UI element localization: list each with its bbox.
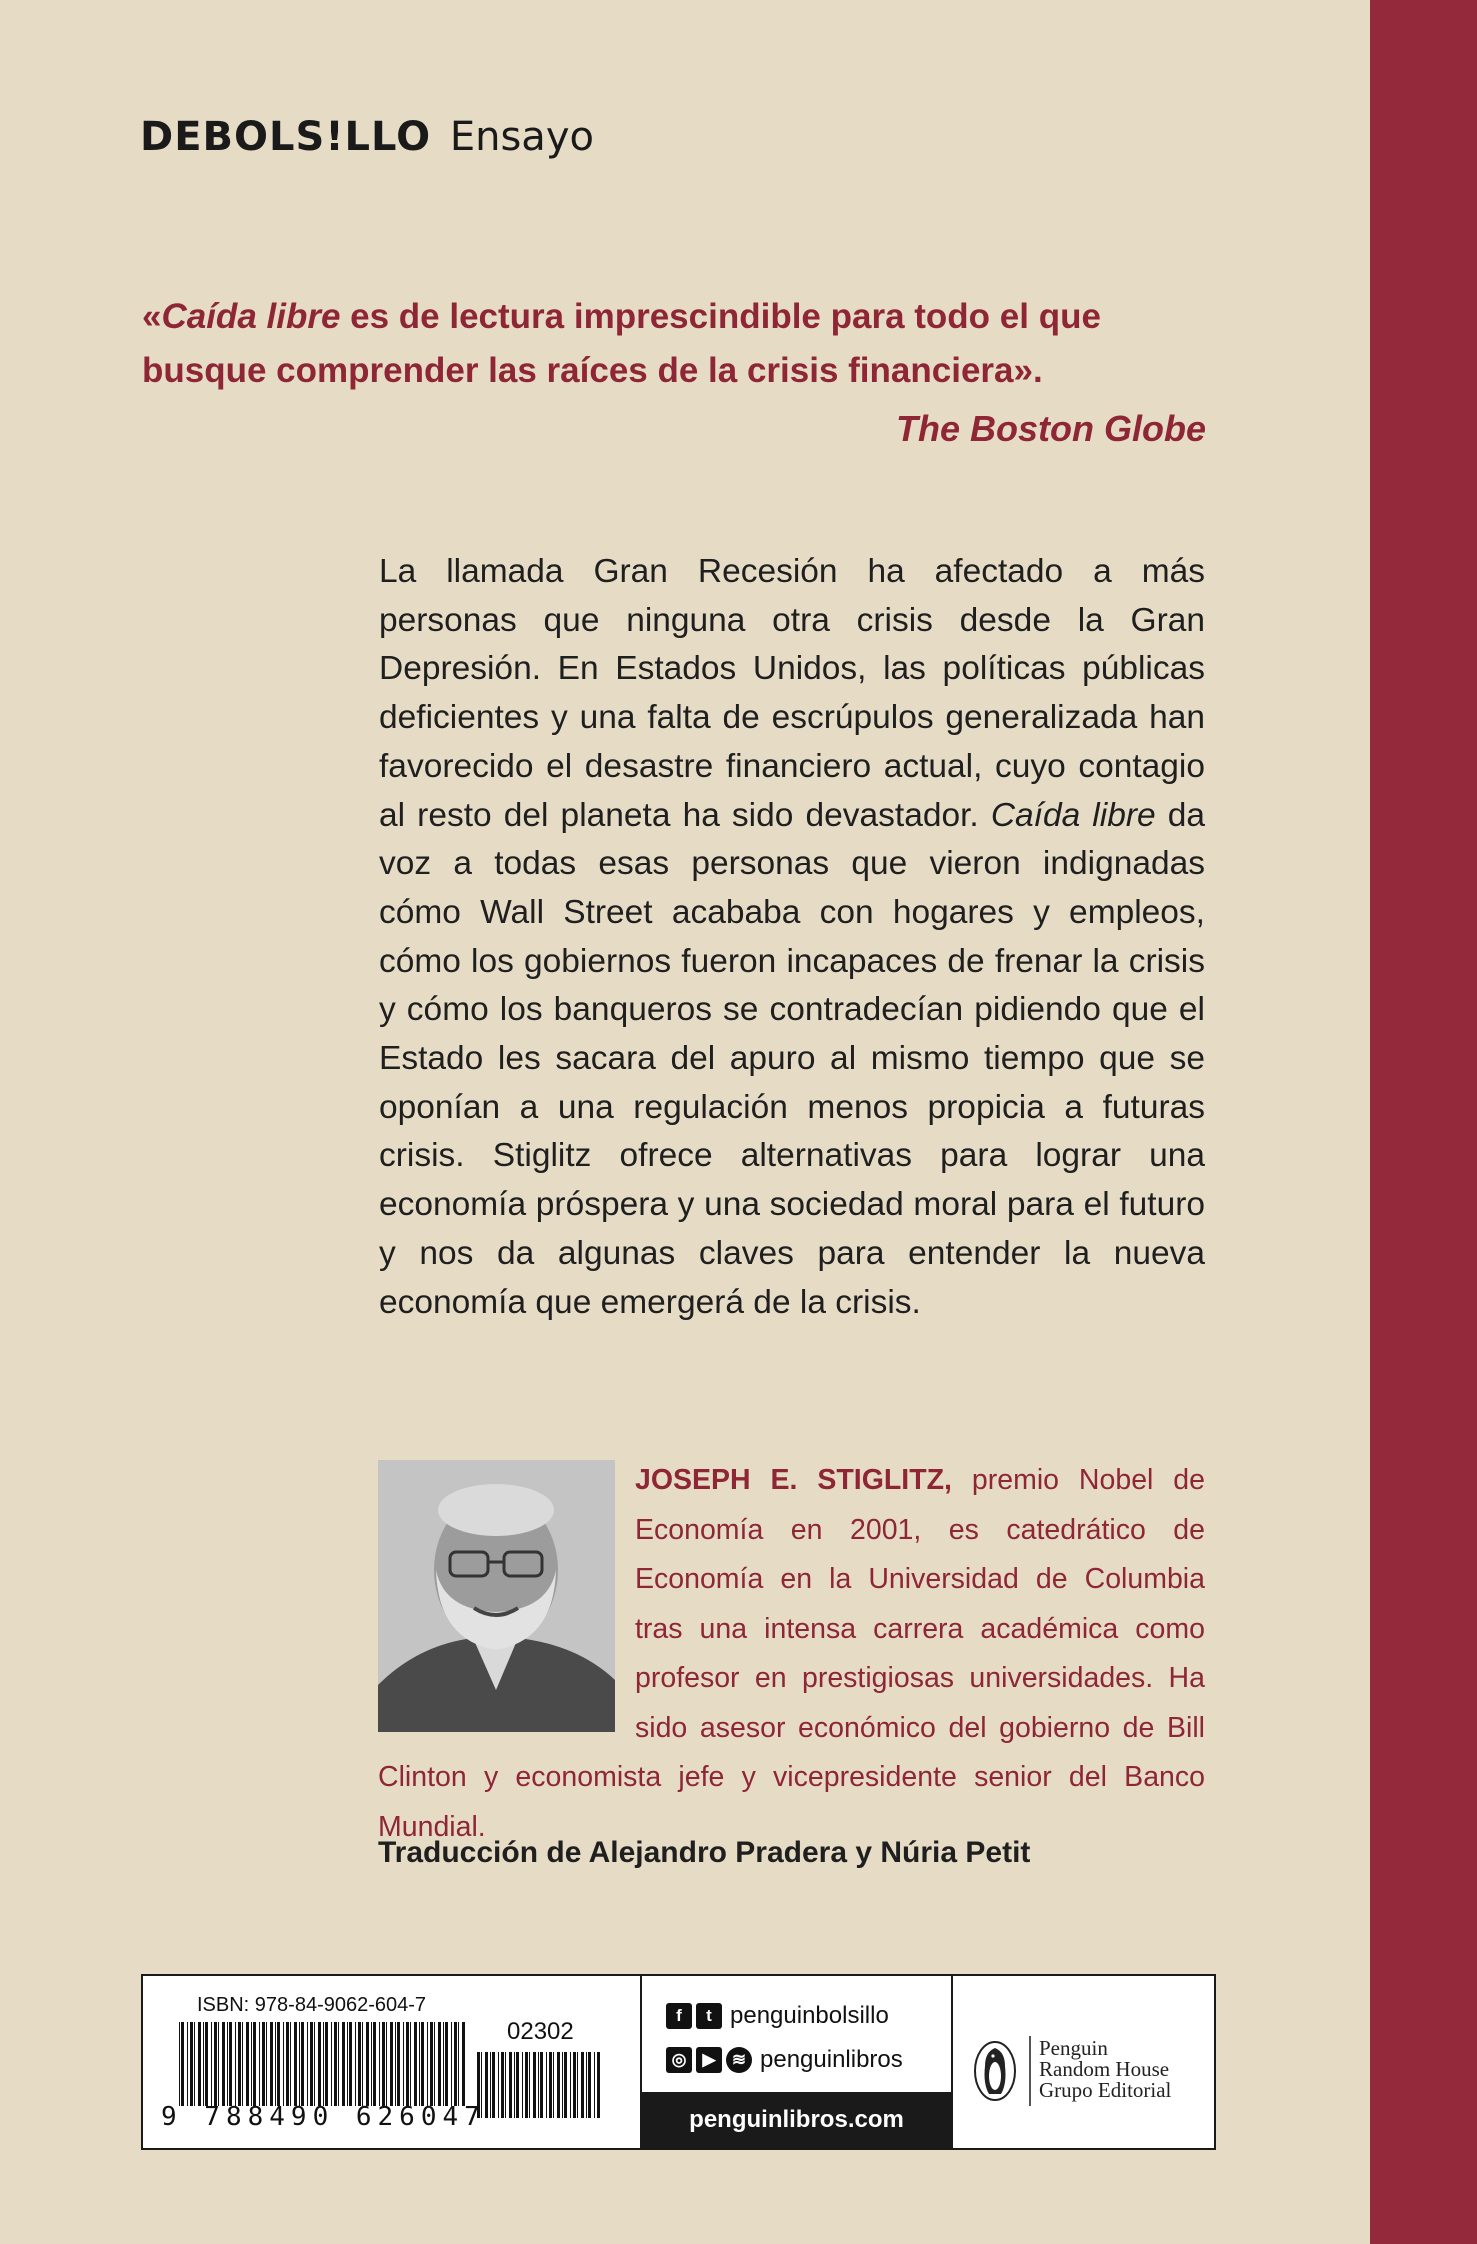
social-row-1 — [666, 2002, 889, 2030]
spotify-icon[interactable]: ≋ — [726, 2047, 752, 2073]
publisher-divider — [1029, 2036, 1031, 2106]
back-info-box — [141, 1974, 1216, 2150]
facebook-icon[interactable]: f — [666, 2003, 692, 2029]
author-bio-text: premio Nobel de Economía en 2001, es catedrático de Economía en la Universidad de Columbia tras una intensa carrera académica como profesor en prestigiosas universidades. Ha sido asesor económico del gobierno de Bill Clinton y economista jefe y vicepresidente senior del Banco Mundial. — [378, 1464, 1205, 1843]
book-blurb — [379, 548, 1205, 1327]
spine-band — [1370, 0, 1477, 2244]
penguin-logo-icon — [973, 2040, 1017, 2102]
price-barcode-icon — [477, 2052, 601, 2118]
author-name: JOSEPH E. STIGLITZ, — [635, 1464, 952, 1496]
barcode-area — [143, 1976, 640, 2148]
price-code: 02302 — [507, 2018, 574, 2045]
author-bio — [378, 1456, 1205, 1852]
instagram-icon[interactable]: ◎ — [666, 2047, 692, 2073]
barcode-digits: 9 788490 626047 — [161, 2102, 486, 2132]
blurb-part-1: La llamada Gran Recesión ha afectado a más personas que ninguna otra crisis desde la Gran Depresión. En Estados Unidos, las políticas públicas deficientes y una falta de escrúpulos generalizada han favorecido el desastre financiero actual, cuyo contagio al resto del planeta ha sido devastador. — [379, 553, 1205, 834]
review-quote — [142, 290, 1208, 398]
social-row-2 — [666, 2046, 903, 2074]
social-handle-1[interactable]: penguinbolsillo — [730, 2002, 889, 2029]
translation-credit: Traducción de Alejandro Pradera y Núria Petit — [378, 1836, 1031, 1869]
social-panel — [642, 1976, 951, 2148]
collection-name: Ensayo — [449, 114, 594, 160]
quote-text: es de lectura imprescindible para todo el que busque comprender las raíces de la crisis financiera». — [142, 297, 1101, 390]
isbn-text: ISBN: 978-84-9062-604-7 — [197, 1994, 427, 2016]
website-link[interactable]: penguinlibros.com — [642, 2092, 951, 2148]
publisher-line-2: Random House — [1039, 2057, 1170, 2081]
publisher-brand — [140, 114, 594, 160]
quote-book-title: Caída libre — [161, 297, 341, 336]
social-handle-2[interactable]: penguinlibros — [760, 2046, 903, 2073]
youtube-icon[interactable]: ▶ — [696, 2047, 722, 2073]
publisher-line-3: Grupo Editorial — [1039, 2078, 1172, 2102]
publisher-line-1: Penguin — [1039, 2036, 1108, 2060]
blurb-part-2: da voz a todas esas personas que vieron indignadas cómo Wall Street acababa con hogares y empleos, cómo los gobiernos fueron incapaces de frenar la crisis y cómo los banqueros se contradecían pidiendo que el Estado les sacara del apuro al mismo tiempo que se oponían a una regulación menos propicia a futuras crisis. Stiglitz ofrece alternativas para lograr una economía próspera y una sociedad moral para el futuro y nos da algunas claves para entender la nueva economía que emergerá de la crisis. — [379, 796, 1205, 1321]
quote-source: The Boston Globe — [896, 408, 1206, 449]
twitter-icon[interactable]: t — [696, 2003, 722, 2029]
publisher-name — [1039, 2038, 1171, 2101]
barcode-icon — [179, 2022, 469, 2106]
blurb-book-title: Caída libre — [990, 796, 1156, 834]
quote-open-mark: « — [142, 297, 162, 336]
brand-logo: DEBOLS!LLO — [140, 114, 432, 160]
publisher-logo-area — [953, 1976, 1214, 2148]
